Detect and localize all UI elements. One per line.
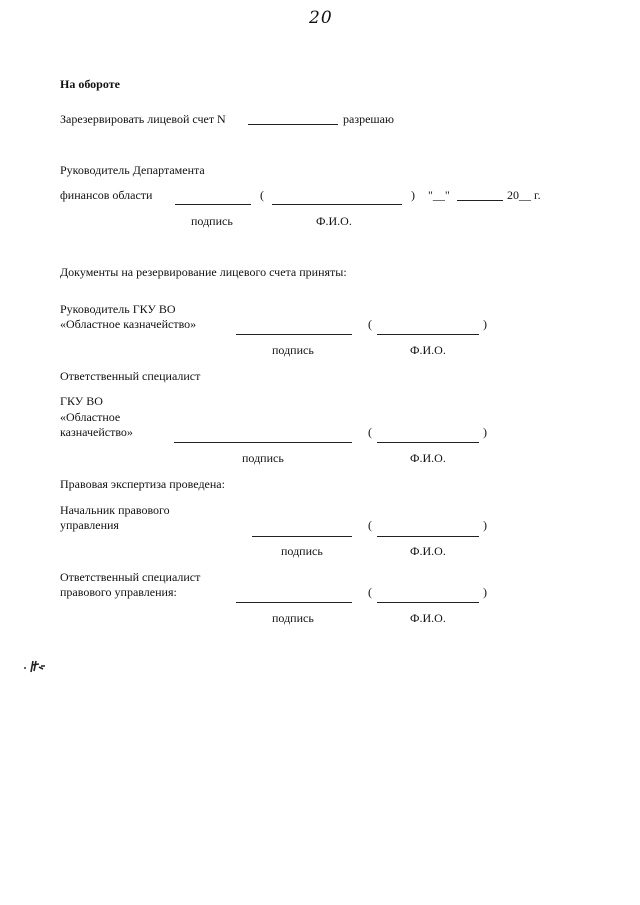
scan-mark-icon — [22, 659, 48, 677]
legal-specialist-close-paren: ) — [483, 585, 487, 599]
account-number-line[interactable] — [248, 124, 338, 125]
treasury-specialist-name-label: Ф.И.О. — [410, 451, 446, 465]
treasury-head-org: «Областное казначейство» — [60, 317, 197, 331]
treasury-head-title: Руководитель ГКУ ВО — [60, 302, 176, 316]
treasury-head-name-line[interactable] — [377, 334, 479, 335]
legal-head-title: Начальник правового — [60, 503, 170, 517]
legal-head-signature-line[interactable] — [252, 536, 352, 537]
legal-head-open-paren: ( — [368, 518, 372, 532]
page-number: 20 — [309, 8, 333, 28]
legal-head-name-line[interactable] — [377, 536, 479, 537]
treasury-specialist-name-line[interactable] — [377, 442, 479, 443]
dept-head-title: Руководитель Департамента — [60, 163, 205, 177]
dept-head-date-day: "__" — [428, 188, 450, 202]
page-heading: На обороте — [60, 77, 120, 91]
legal-review-heading: Правовая экспертиза проведена: — [60, 477, 225, 491]
legal-head-close-paren: ) — [483, 518, 487, 532]
treasury-specialist-org-3: казначейство» — [60, 425, 133, 439]
treasury-head-signature-line[interactable] — [236, 334, 352, 335]
dept-head-name-line[interactable] — [272, 204, 402, 205]
treasury-specialist-open-paren: ( — [368, 425, 372, 439]
treasury-specialist-org-2: «Областное — [60, 410, 121, 424]
legal-head-title-2: управления — [60, 518, 119, 532]
dept-head-signature-label: подпись — [191, 214, 233, 228]
legal-specialist-title: Ответственный специалист — [60, 570, 201, 584]
treasury-specialist-signature-line[interactable] — [174, 442, 352, 443]
responsible-specialist-heading: Ответственный специалист — [60, 369, 201, 383]
dept-head-open-paren: ( — [260, 188, 264, 202]
legal-specialist-open-paren: ( — [368, 585, 372, 599]
reserve-text: Зарезервировать лицевой счет N — [60, 112, 226, 126]
treasury-head-name-label: Ф.И.О. — [410, 343, 446, 357]
dept-head-name-label: Ф.И.О. — [316, 214, 352, 228]
dept-head-date-month-line[interactable] — [457, 200, 503, 201]
treasury-specialist-org-1: ГКУ ВО — [60, 394, 103, 408]
treasury-specialist-signature-label: подпись — [242, 451, 284, 465]
documents-accepted-heading: Документы на резервирование лицевого счета приняты: — [60, 265, 347, 279]
reserve-suffix: разрешаю — [343, 112, 394, 126]
dept-head-signature-line[interactable] — [175, 204, 251, 205]
legal-specialist-title-2: правового управления: — [60, 585, 177, 599]
legal-specialist-name-line[interactable] — [377, 602, 479, 603]
legal-specialist-signature-line[interactable] — [236, 602, 352, 603]
legal-head-name-label: Ф.И.О. — [410, 544, 446, 558]
treasury-head-signature-label: подпись — [272, 343, 314, 357]
treasury-specialist-close-paren: ) — [483, 425, 487, 439]
legal-specialist-name-label: Ф.И.О. — [410, 611, 446, 625]
legal-head-signature-label: подпись — [281, 544, 323, 558]
dept-head-title-2: финансов области — [60, 188, 153, 202]
dept-head-close-paren: ) — [411, 188, 415, 202]
treasury-head-close-paren: ) — [483, 317, 487, 331]
dept-head-date-year: 20__ г. — [507, 188, 541, 202]
legal-specialist-signature-label: подпись — [272, 611, 314, 625]
treasury-head-open-paren: ( — [368, 317, 372, 331]
